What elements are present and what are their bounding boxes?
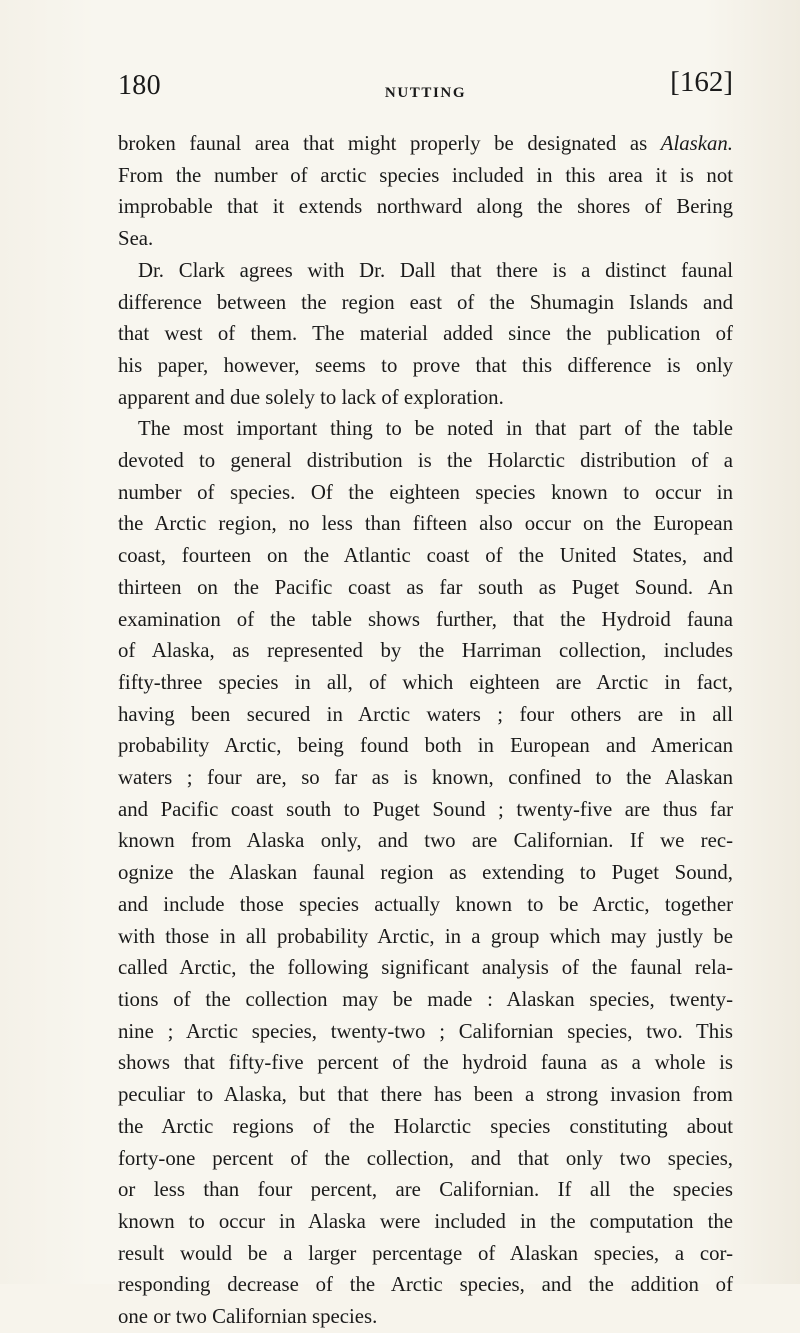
text-line: responding decrease of the Arctic species, and the addition of [118,1273,733,1297]
text-line: thirteen on the Pacific coast as far south as Puget Sound. An [118,575,733,599]
text-line: shows that fifty-five percent of the hydroid fauna as a whole is [118,1051,733,1075]
text-line: improbable that it extends northward along the shores of Bering [118,195,733,219]
body-text [118,128,733,1333]
text-line: result would be a larger percentage of Alaskan species, a cor- [118,1241,733,1265]
text-line: The most important thing to be noted in that part of the table [138,417,733,441]
text-line: tions of the collection may be made : Alaskan species, twenty- [118,987,733,1011]
text-line: fifty-three species in all, of which eighteen are Arctic in fact, [118,670,733,694]
page-header [118,68,733,112]
page-number: 180 [118,70,161,101]
text-line: of Alaska, as represented by the Harriman collection, includes [118,639,733,663]
text-line: forty-one percent of the collection, and that only two species, [118,1146,733,1170]
text-line: probability Arctic, being found both in European and American [118,734,733,758]
text-line: Sea. [118,227,154,251]
text-line: his paper, however, seems to prove that this difference is only [118,353,733,377]
text-line: called Arctic, the following significant analysis of the faunal rela- [118,956,733,980]
text-line: or less than four percent, are Californian. If all the species [118,1178,733,1202]
text-line: From the number of arctic species included in this area it is not [118,163,733,187]
text-line: known to occur in Alaska were included in the computation the [118,1209,733,1233]
italic-term: Alaskan. [660,132,733,155]
text-line: devoted to general distribution is the Holarctic distribution of a [118,449,733,473]
text-line: known from Alaska only, and two are Californian. If we rec- [118,829,733,853]
text-line: apparent and due solely to lack of exploration. [118,385,504,409]
text-line: ognize the Alaskan faunal region as extending to Puget Sound, [118,861,733,885]
text-line: and Pacific coast south to Puget Sound ; twenty-five are thus far [118,797,733,821]
text-line: having been secured in Arctic waters ; four others are in all [118,702,733,726]
text-line: nine ; Arctic species, twenty-two ; Californian species, two. This [118,1019,733,1043]
text-line: broken faunal area that might properly be designated as Alaskan. [118,132,733,155]
text-line: that west of them. The material added since the publication of [118,322,733,346]
text-line: the Arctic regions of the Holarctic species constituting about [118,1114,733,1138]
text-line: examination of the table shows further, that the Hydroid fauna [118,607,733,631]
text-line: and include those species actually known to be Arctic, together [118,892,733,916]
text-line: peculiar to Alaska, but that there has been a strong invasion from [118,1083,733,1107]
running-head: NUTTING [384,85,467,101]
bracketed-page-number: [162] [670,66,733,98]
text-line: waters ; four are, so far as is known, confined to the Alaskan [118,766,733,790]
text-line: with those in all probability Arctic, in a group which may justly be [118,924,733,948]
text-line: one or two Californian species. [118,1305,378,1329]
text-line: number of species. Of the eighteen species known to occur in [118,480,733,504]
text-line: the Arctic region, no less than fifteen also occur on the European [118,512,733,536]
text-line: coast, fourteen on the Atlantic coast of the United States, and [118,544,733,568]
text-line: Dr. Clark agrees with Dr. Dall that there is a distinct faunal [138,258,733,282]
text-line: difference between the region east of the Shumagin Islands and [118,290,733,314]
